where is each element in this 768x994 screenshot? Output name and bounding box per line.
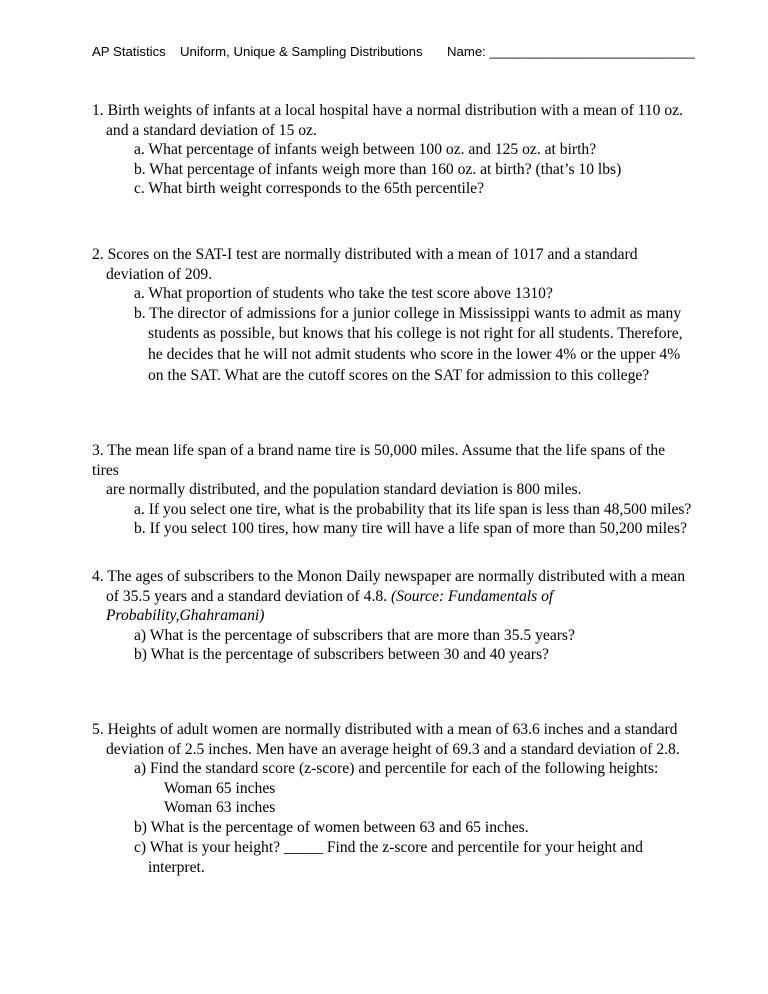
question-5-part-c: c) What is your height? _____ Find the z-score and percentile for your height and interpret. [134,838,643,877]
height-item-1: Woman 65 inches [164,779,276,797]
question-5 [92,720,692,878]
question-3-part-b: b. If you select 100 tires, how many tire will have a life span of more than 50,200 miles? [134,520,687,538]
question-1 [92,101,692,199]
source-citation: (Source: Fundamentals of [390,587,554,605]
question-2 [92,245,692,386]
question-1-part-b: b. What percentage of infants weigh more than 160 oz. at birth? (that’s 10 lbs) [134,160,622,178]
height-item-2: Woman 63 inches [164,799,276,817]
course-name: AP Statistics [92,44,166,59]
question-5-part-b: b) What is the percentage of women between 63 and 65 inches. [134,818,529,836]
question-4 [92,567,692,665]
name-field[interactable]: Name: ____________________________ [447,44,695,59]
question-1-part-a: a. What percentage of infants weigh between 100 oz. and 125 oz. at birth? [134,141,597,159]
question-4-part-b: b) What is the percentage of subscribers between 30 and 40 years? [134,646,549,664]
question-4-part-a: a) What is the percentage of subscribers that are more than 35.5 years? [134,626,575,644]
worksheet-title: Uniform, Unique & Sampling Distributions [180,44,423,59]
question-5-stem: 5. Heights of adult women are normally distributed with a mean of 63.6 inches and a standard deviation of 2.5 inches. Men have an average height of 69.3 and a standard deviation of 2.8. [92,721,680,758]
question-5-part-a: a) Find the standard score (z-score) and percentile for each of the following heights: [134,760,659,778]
question-2-part-b: b. The director of admissions for a junior college in Mississippi wants to admit as many students as possible, but knows that his college is not right for all students. Therefore, he decides that he will not admit students who score in the lower 4% or the upper 4% on the SAT. What are the cutoff scores on the SAT for admission to this college? [134,304,683,385]
question-3 [92,441,692,539]
question-3-stem: 3. The mean life span of a brand name tire is 50,000 miles. Assume that the life spans of the tires are normally distributed, and the population standard deviation is 800 miles. [92,442,666,499]
question-2-part-a: a. What proportion of students who take the test score above 1310? [134,285,553,303]
source-citation-cont: Probability,Ghahramani) [106,607,265,625]
question-2-stem: 2. Scores on the SAT-I test are normally distributed with a mean of 1017 and a standard deviation of 209. [92,246,638,283]
question-3-part-a: a. If you select one tire, what is the probability that its life span is less than 48,500 miles? [134,500,692,518]
question-1-part-c: c. What birth weight corresponds to the 65th percentile? [134,180,485,198]
question-4-stem: 4. The ages of subscribers to the Monon Daily newspaper are normally distributed with a mean of 35.5 years and a standard deviation of 4.8. (Source: Fundamentals of Probability,Ghahramani) [92,567,692,626]
question-1-stem: 1. Birth weights of infants at a local hospital have a normal distribution with a mean of 110 oz. and a standard deviation of 15 oz. [92,102,683,139]
